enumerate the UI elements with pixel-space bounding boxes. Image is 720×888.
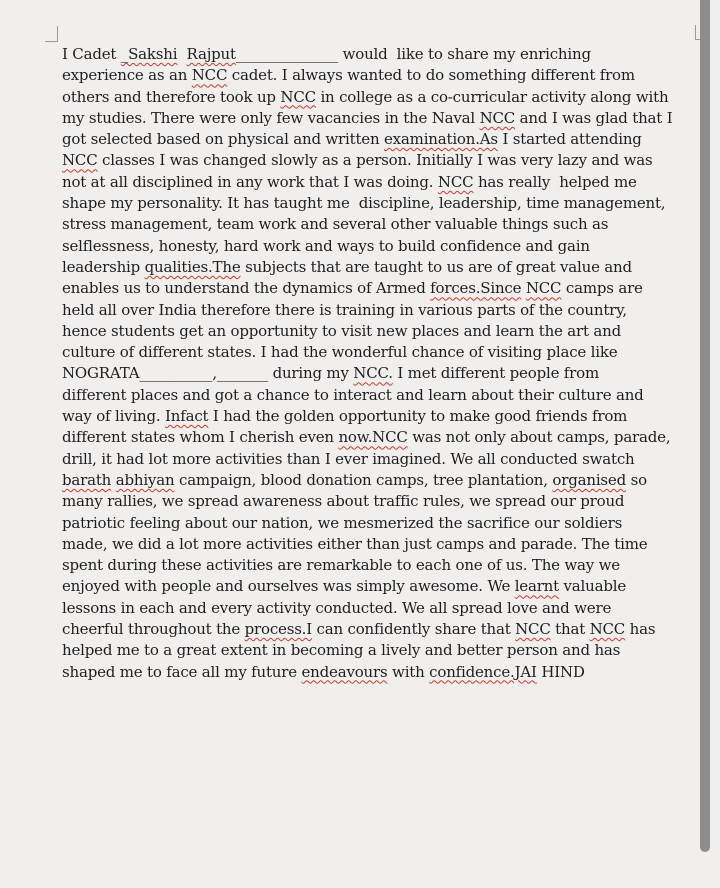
text-segment: with [387,662,430,681]
misspelled-word: NCC [525,279,562,298]
text-line [62,662,702,683]
misspelled-word: process.I [244,620,312,639]
text-segment: HIND [536,662,585,681]
text-line [62,619,702,640]
text-segment: was not only about camps, parade, [407,428,671,447]
text-line [62,640,702,661]
text-segment: my studies. There were only few vacancies in the Naval [62,108,480,127]
misspelled-word: NCC [437,172,474,191]
text-line [62,363,702,384]
misspelled-word: barath [62,470,112,489]
text-segment: patriotic feeling about our nation, we mesmerized the sacrifice our soldiers [62,513,623,532]
misspelled-word: NCC [515,620,551,639]
document-text[interactable] [62,44,702,683]
text-segment: drill, it had lot more activities than I ever imagined. We all conducted swatch [62,449,635,468]
text-segment: camps are [561,279,643,298]
text-segment: cheerful throughout the [62,620,245,639]
text-segment: leadership [62,257,145,276]
misspelled-word: qualities.The [144,257,241,276]
text-segment: shape my personality. It has taught me discipline, leadership, time management, [62,194,666,213]
text-segment: NOGRATA__________,_______ during my [62,364,354,383]
text-line [62,470,702,491]
text-segment: stress management, team work and several other valuable things such as [62,215,609,234]
text-line [62,87,702,108]
text-line [62,598,702,619]
text-segment: in college as a co-curricular activity along with [315,87,669,106]
text-segment: subjects that are taught to us are of great value and [240,257,632,276]
text-segment: I started attending [497,130,642,149]
misspelled-word: forces.Since [430,279,522,298]
text-segment: valuable [558,577,627,596]
text-segment: way of living. [62,407,166,426]
misspelled-word: confidence.JAI [429,662,537,681]
text-segment: different places and got a chance to interact and learn about their culture and [62,385,644,404]
text-boundary-mark-top-left-icon [45,26,58,42]
misspelled-word: learnt [514,577,559,596]
text-line [62,108,702,129]
text-line [62,427,702,448]
text-segment: culture of different states. I had the wonderful chance of visiting place like [62,343,618,362]
text-segment: enjoyed with people and ourselves was simply awesome. We [62,577,515,596]
misspelled-word: endeavours [301,662,388,681]
text-segment: and I was glad that I [515,108,673,127]
text-segment [177,45,186,63]
text-segment: different states whom I cherish even [62,428,339,447]
text-segment: ______________ would like to share my enriching [235,45,591,63]
text-segment: shaped me to face all my future [62,662,302,681]
text-segment: selflessness, honesty, hard work and ways to build confidence and gain [62,236,590,255]
text-line [62,236,702,257]
text-line [62,257,702,278]
text-line [62,193,702,214]
text-segment: classes I was changed slowly as a person. Initially I was very lazy and was [97,151,653,170]
text-line [62,44,702,65]
misspelled-word: Rajput [186,45,236,63]
text-segment: made, we did a lot more activities either than just camps and parade. The time [62,534,648,553]
text-segment: others and therefore took up [62,87,281,106]
misspelled-word: abhiyan [115,470,175,489]
misspelled-word: examination.As [384,130,498,149]
text-line [62,321,702,342]
misspelled-word: NCC. [353,364,393,383]
misspelled-word: NCC [479,108,516,127]
text-segment: so [626,470,647,489]
text-segment: got selected based on physical and written [62,130,384,149]
text-line [62,576,702,597]
text-line [62,406,702,427]
text-segment: experience as an [62,66,192,85]
text-line [62,278,702,299]
text-segment: lessons in each and every activity conducted. We all spread love and were [62,598,612,617]
text-segment: has really helped me [473,172,637,191]
misspelled-word: NCC [191,66,228,85]
text-segment: has [625,620,656,639]
text-segment: cadet. I always wanted to do something different from [227,66,635,85]
scrollbar-thumb[interactable] [700,0,710,852]
text-line [62,129,702,150]
misspelled-word: NCC [589,620,626,639]
text-line [62,300,702,321]
text-line [62,491,702,512]
misspelled-word: NCC [62,151,98,170]
misspelled-word: NCC [280,87,316,106]
text-segment: can confidently share that [311,620,516,639]
text-segment: enables us to understand the dynamics of Armed [62,279,431,298]
text-line [62,214,702,235]
text-segment: hence students get an opportunity to visit new places and learn the art and [62,321,622,340]
text-segment: campaign, blood donation camps, tree plantation, [174,470,553,489]
text-segment: that [550,620,590,639]
text-line [62,449,702,470]
text-line [62,555,702,576]
misspelled-word: Infact [165,407,209,426]
text-line [62,385,702,406]
misspelled-word: organised [552,470,626,489]
text-segment: spent during these activities are remarkable to each one of us. The way we [62,556,620,575]
text-line [62,172,702,193]
text-segment: many rallies, we spread awareness about traffic rules, we spread our proud [62,492,625,511]
text-line [62,65,702,86]
text-line [62,513,702,534]
text-segment: held all over India therefore there is training in various parts of the country, [62,300,627,319]
text-line [62,534,702,555]
text-line [62,342,702,363]
misspelled-word: _Sakshi [120,45,178,63]
text-segment: I Cadet [62,45,121,63]
text-segment: not at all disciplined in any work that I was doing. [62,172,438,191]
text-segment: I met different people from [392,364,599,383]
misspelled-word: now.NCC [338,428,408,447]
text-segment: I had the golden opportunity to make good friends from [208,407,628,426]
text-segment: helped me to a great extent in becoming a lively and better person and has [62,641,621,660]
text-line [62,150,702,171]
